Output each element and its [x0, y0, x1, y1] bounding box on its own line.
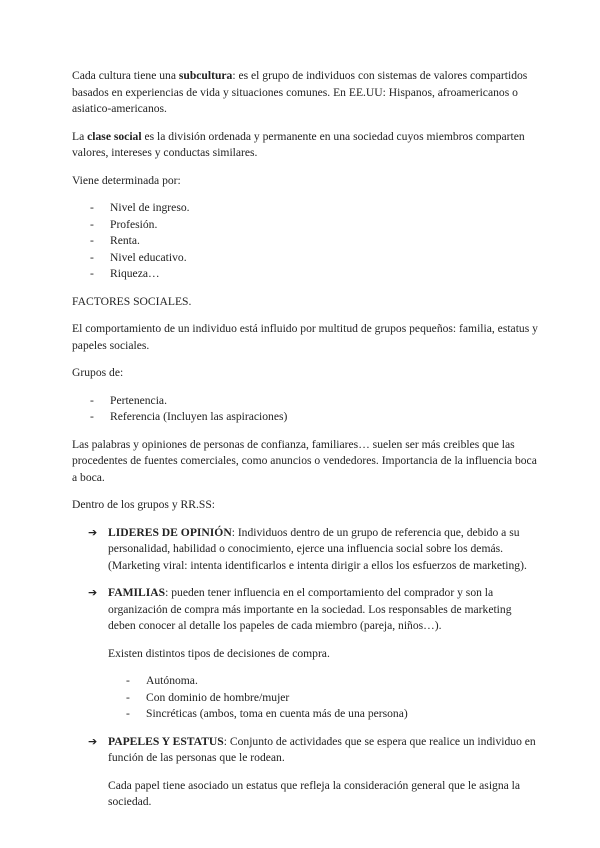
term-clase-social: clase social [87, 129, 142, 143]
bullet-familias: ➔ FAMILIAS: pueden tener influencia en el comportamiento del comprador y son la organización de compra más importante en la sociedad. Los responsables de marketing deben conocer al detalle los papeles de cada miembro (pareja, niños…). [88, 586, 512, 632]
list-item: - Renta. [90, 233, 542, 250]
term-familias: FAMILIAS [108, 586, 166, 599]
section-heading: FACTORES SOCIALES. [72, 294, 192, 308]
arrow-icon: ➔ [88, 525, 98, 539]
paragraph-comportamiento: El comportamiento de un individuo está influido por multitud de grupos pequeños: familia, estatus y papeles sociales. [72, 322, 538, 352]
bullet-lideres: ➔ LIDERES DE OPINIÓN: Individuos dentro de un grupo de referencia que, debido a su personalidad, habilidad o conocimiento, ejerce una influencia social sobre los demás. (Marketing viral: intenta identificarlos e intenta dirigir a ellos los esfuerzos de marketing). [88, 525, 527, 572]
paragraph-rrss: Dentro de los grupos y RR.SS: [72, 498, 215, 511]
term-papeles: PAPELES Y ESTATUS [108, 734, 224, 748]
paragraph-determinada: Viene determinada por: [72, 173, 181, 187]
list-grupos [72, 393, 542, 426]
list-item: - Profesión. [90, 217, 542, 234]
list-item: - Sincréticas (ambos, toma en cuenta más de una persona) [126, 706, 542, 723]
bullet-papeles: ➔ PAPELES Y ESTATUS: Conjunto de actividades que se espera que realice un individuo en función de las personas que le rodean. [88, 734, 536, 764]
paragraph-grupos: Grupos de: [72, 366, 124, 379]
list-item: - Pertenencia. [90, 393, 542, 410]
arrow-icon: ➔ [88, 734, 98, 748]
list-item: - Con dominio de hombre/mujer [126, 690, 542, 707]
arrow-icon: ➔ [88, 586, 98, 599]
term-lideres: LIDERES DE OPINIÓN [108, 525, 232, 539]
list-item: - Autónoma. [126, 673, 542, 690]
document-page [72, 68, 542, 822]
paragraph-clase-social: La clase social es la división ordenada y permanente en una sociedad cuyos miembros comparten valores, intereses y conductas similares. [72, 129, 525, 159]
list-item: - Riqueza… [90, 266, 542, 283]
list-item: - Referencia (Incluyen las aspiraciones) [90, 409, 542, 426]
list-item: - Nivel educativo. [90, 250, 542, 267]
term-subcultura: subcultura [178, 69, 233, 82]
list-decisiones [108, 673, 542, 723]
paragraph-estatus: Cada papel tiene asociado un estatus que refleja la consideración general que le asigna la sociedad. [108, 778, 521, 808]
paragraph-boca-a-boca: Las palabras y opiniones de personas de confianza, familiares… suelen ser más creibles que las procedentes de fuentes comerciales, como anuncios o vendedores. Importancia de la influencia boca a boca. [72, 437, 537, 484]
list-item: - Nivel de ingreso. [90, 200, 542, 217]
paragraph-decisiones: Existen distintos tipos de decisiones de compra. [108, 646, 330, 660]
list-determinantes [72, 200, 542, 283]
paragraph-subcultura: Cada cultura tiene una subcultura: es el grupo de individuos con sistemas de valores compartidos basados en experiencias de vida y situaciones comunes. En EE.UU: Hispanos, afroamericanos o asiatico-americanos. [72, 69, 528, 115]
